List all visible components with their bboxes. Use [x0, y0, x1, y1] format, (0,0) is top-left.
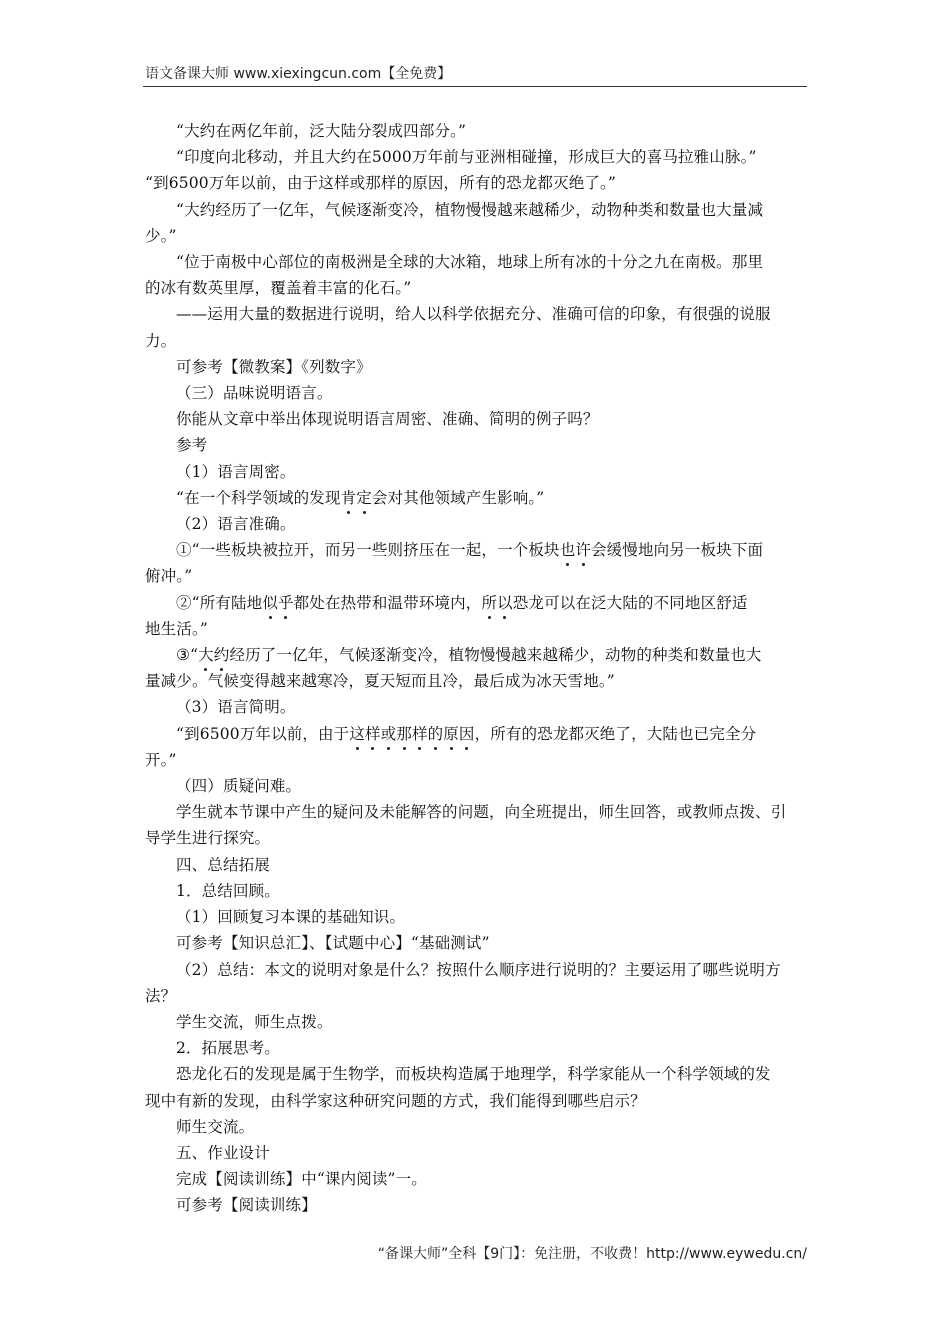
paragraph-line: 完成【阅读训练】中“课内阅读”一。 [176, 1170, 427, 1189]
paragraph-line: 少。” [145, 226, 177, 245]
paragraph-line: 学生交流，师生点拨。 [176, 1012, 333, 1031]
emphasis-dot: 定 [356, 485, 372, 511]
section-heading: （三）品味说明语言。 [176, 384, 333, 403]
quote-line-emphasis: “到6500万年以前，由于这样或那样的原因，所有的恐龙都灭绝了，大陆也已完全分 [145, 721, 807, 747]
page-footer: “备课大师”全科【9门】：免注册，不收费！http://www.eywedu.cn/ [377, 1246, 807, 1262]
section-heading: （四）质疑问难。 [176, 777, 302, 796]
emphasis-dot: 大 [198, 642, 214, 668]
emphasis-dot: 也 [560, 537, 576, 563]
emphasis-dot: 似 [262, 590, 278, 616]
quote-line-emphasis: “在一个科学领域的发现肯定会对其他领域产生影响。” [145, 485, 807, 511]
page-header: 语文备课大师 www.xiexingcun.com【全免费】 [145, 66, 452, 82]
quote-line-emphasis: ②“所有陆地似乎都处在热带和温带环境内，所以恐龙可以在泛大陆的不同地区舒适 [145, 590, 807, 616]
quote-line-emphasis: ③“大约经历了一亿年，气候逐渐变冷，植物慢慢越来越稀少，动物的种类和数量也大 [145, 642, 807, 668]
paragraph-line: 开。” [145, 750, 177, 769]
emphasis-dot: 这 [349, 721, 365, 747]
emphasis-dot: 的 [428, 721, 444, 747]
paragraph-line: 2．拓展思考。 [176, 1039, 280, 1058]
emphasis-dot: 因 [459, 721, 475, 747]
paragraph-line: （2）语言准确。 [176, 515, 296, 534]
quote-line-emphasis: ①“一些板块被拉开，而另一些则挤压在一起，一个板块也许会缓慢地向另一板块下面 [145, 537, 807, 563]
emphasis-dot: 样 [412, 721, 428, 747]
emphasis-dot: 乎 [278, 590, 294, 616]
paragraph-line: 可参考【知识总汇】、【试题中心】“基础测试” [176, 934, 490, 953]
paragraph-line: “位于南极中心部位的南极洲是全球的大冰箱，地球上所有冰的十分之九在南极。那里 [176, 253, 764, 272]
paragraph-line: 恐龙化石的发现是属于生物学，而板块构造属于地理学，科学家能从一个科学领域的发 [176, 1065, 771, 1084]
emphasis-dot: 约 [214, 642, 230, 668]
paragraph-line: 你能从文章中举出体现说明语言周密、准确、简明的例子吗？ [176, 410, 599, 429]
paragraph-line: 的冰有数英里厚，覆盖着丰富的化石。” [145, 279, 412, 298]
paragraph-line: （1）语言周密。 [176, 462, 296, 481]
header-divider [143, 86, 807, 87]
emphasis-dot: 肯 [341, 485, 357, 511]
emphasis-dot: 所 [481, 590, 497, 616]
document-body [145, 118, 807, 1219]
emphasis-dot: 样 [365, 721, 381, 747]
paragraph-line: “到6500万年以前，由于这样或那样的原因，所有的恐龙都灭绝了。” [145, 174, 616, 193]
paragraph-line: 俯冲。” [145, 567, 193, 586]
paragraph-line: 法？ [145, 986, 177, 1005]
emphasis-dot: 那 [396, 721, 412, 747]
paragraph-line: “大约在两亿年前，泛大陆分裂成四部分。” [176, 122, 467, 140]
paragraph-line: 力。 [145, 331, 177, 350]
paragraph-line: 可参考【微教案】《列数字》 [176, 357, 372, 376]
paragraph-line: “大约经历了一亿年，气候逐渐变冷，植物慢慢越来越稀少，动物种类和数量也大量减 [176, 200, 764, 219]
section-heading: 五、作业设计 [176, 1143, 270, 1162]
paragraph-line: 1．总结回顾。 [176, 881, 280, 900]
paragraph-line: 量减少。气候变得越来越寒冷，夏天短而且冷，最后成为冰天雪地。” [145, 672, 615, 691]
emphasis-dot: 许 [575, 537, 591, 563]
paragraph-line: （1）回顾复习本课的基础知识。 [176, 908, 406, 927]
paragraph-line: （2）总结：本文的说明对象是什么？按照什么顺序进行说明的？主要运用了哪些说明方 [176, 960, 781, 979]
paragraph-line: 学生就本节课中产生的疑问及未能解答的问题，向全班提出，师生回答，或教师点拨、引 [176, 803, 787, 822]
emphasis-dot: 原 [443, 721, 459, 747]
paragraph-line: （3）语言简明。 [176, 698, 296, 717]
paragraph-line: 现中有新的发现，由科学家这种研究问题的方式，我们能得到哪些启示？ [145, 1091, 646, 1110]
emphasis-dot: 以 [497, 590, 513, 616]
paragraph-line: 地生活。” [145, 619, 208, 638]
paragraph-line: 导学生进行探究。 [145, 829, 271, 848]
paragraph-line: 参考 [176, 436, 208, 455]
paragraph-line: 师生交流。 [176, 1117, 255, 1136]
emphasis-dot: 或 [381, 721, 397, 747]
paragraph-line: “印度向北移动，并且大约在5000万年前与亚洲相碰撞，形成巨大的喜马拉雅山脉。” [176, 148, 757, 167]
section-heading: 四、总结拓展 [176, 855, 270, 874]
paragraph-line: 可参考【阅读训练】 [176, 1196, 317, 1215]
paragraph-line: ——运用大量的数据进行说明，给人以科学依据充分、准确可信的印象，有很强的说服 [176, 305, 771, 324]
